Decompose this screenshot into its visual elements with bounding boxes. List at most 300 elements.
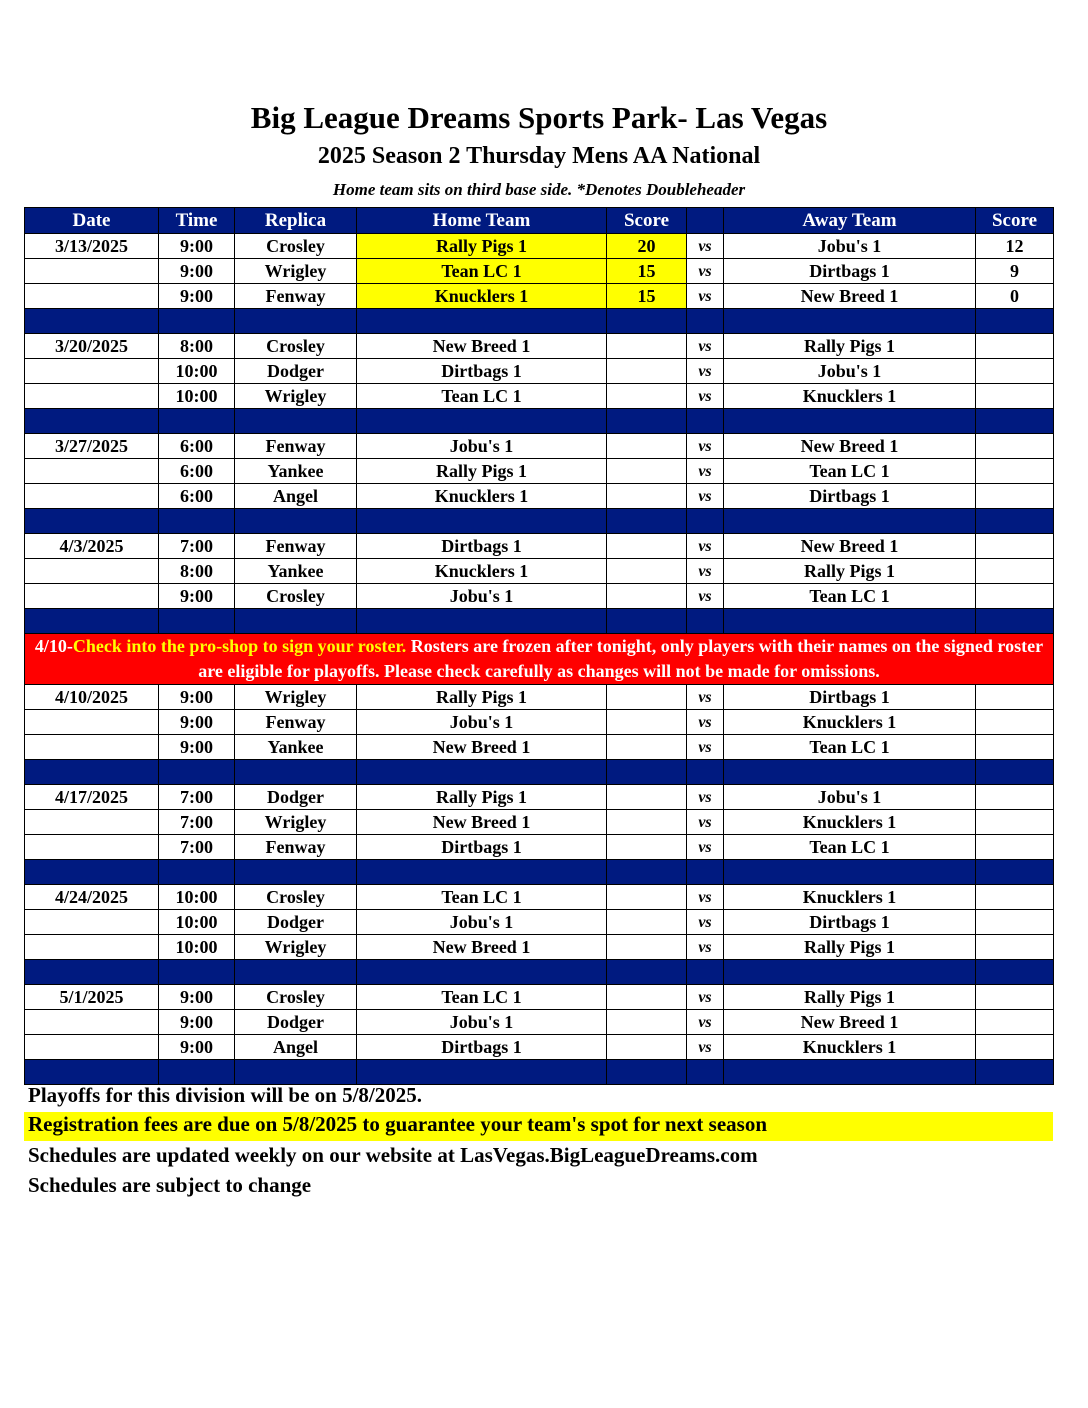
away-score bbox=[976, 1035, 1054, 1060]
separator-cell bbox=[976, 509, 1054, 534]
week-separator bbox=[25, 860, 1054, 885]
game-date: 4/10/2025 bbox=[25, 685, 159, 710]
game-row bbox=[25, 434, 1054, 459]
away-score bbox=[976, 685, 1054, 710]
game-row bbox=[25, 459, 1054, 484]
vs-label: vs bbox=[687, 284, 724, 309]
game-replica: Fenway bbox=[235, 534, 357, 559]
game-replica: Dodger bbox=[235, 785, 357, 810]
home-score bbox=[607, 534, 687, 559]
separator-cell bbox=[159, 609, 235, 634]
page-subtitle: 2025 Season 2 Thursday Mens AA National bbox=[317, 143, 761, 169]
home-score bbox=[607, 710, 687, 735]
game-time: 9:00 bbox=[159, 234, 235, 259]
separator-cell bbox=[235, 409, 357, 434]
game-time: 8:00 bbox=[159, 334, 235, 359]
away-team: Rally Pigs 1 bbox=[724, 985, 976, 1010]
header-away-team: Away Team bbox=[724, 208, 976, 234]
separator-cell bbox=[25, 1060, 159, 1085]
game-row bbox=[25, 559, 1054, 584]
home-team: Tean LC 1 bbox=[357, 384, 607, 409]
separator-cell bbox=[976, 609, 1054, 634]
header-row bbox=[25, 208, 1054, 234]
game-replica: Fenway bbox=[235, 434, 357, 459]
home-team: Knucklers 1 bbox=[357, 284, 607, 309]
game-time: 7:00 bbox=[159, 835, 235, 860]
week-separator bbox=[25, 309, 1054, 334]
vs-label: vs bbox=[687, 1010, 724, 1035]
away-score bbox=[976, 534, 1054, 559]
header-date: Date bbox=[25, 208, 159, 234]
home-score bbox=[607, 910, 687, 935]
separator-cell bbox=[159, 509, 235, 534]
home-team: Rally Pigs 1 bbox=[357, 785, 607, 810]
home-team: Rally Pigs 1 bbox=[357, 234, 607, 259]
separator-cell bbox=[976, 860, 1054, 885]
separator-cell bbox=[724, 609, 976, 634]
away-score bbox=[976, 434, 1054, 459]
home-team: Jobu's 1 bbox=[357, 710, 607, 735]
game-time: 10:00 bbox=[159, 910, 235, 935]
game-date: 5/1/2025 bbox=[25, 985, 159, 1010]
separator-cell bbox=[976, 309, 1054, 334]
home-team: Rally Pigs 1 bbox=[357, 459, 607, 484]
separator-cell bbox=[607, 609, 687, 634]
away-score bbox=[976, 785, 1054, 810]
vs-label: vs bbox=[687, 559, 724, 584]
home-team: Tean LC 1 bbox=[357, 259, 607, 284]
away-score bbox=[976, 484, 1054, 509]
home-team: New Breed 1 bbox=[357, 810, 607, 835]
home-score bbox=[607, 459, 687, 484]
vs-label: vs bbox=[687, 835, 724, 860]
game-date bbox=[25, 459, 159, 484]
separator-cell bbox=[357, 860, 607, 885]
game-row bbox=[25, 710, 1054, 735]
game-date: 4/3/2025 bbox=[25, 534, 159, 559]
separator-cell bbox=[607, 960, 687, 985]
game-row bbox=[25, 359, 1054, 384]
away-score bbox=[976, 735, 1054, 760]
vs-label: vs bbox=[687, 334, 724, 359]
game-date bbox=[25, 910, 159, 935]
away-score bbox=[976, 1010, 1054, 1035]
game-date bbox=[25, 359, 159, 384]
week-separator bbox=[25, 409, 1054, 434]
game-row bbox=[25, 810, 1054, 835]
game-replica: Crosley bbox=[235, 234, 357, 259]
separator-cell bbox=[724, 860, 976, 885]
home-score bbox=[607, 810, 687, 835]
game-row bbox=[25, 234, 1054, 259]
home-team: Jobu's 1 bbox=[357, 910, 607, 935]
game-time: 6:00 bbox=[159, 484, 235, 509]
away-team: Dirtbags 1 bbox=[724, 685, 976, 710]
separator-cell bbox=[724, 509, 976, 534]
away-team: Rally Pigs 1 bbox=[724, 559, 976, 584]
away-team: Rally Pigs 1 bbox=[724, 334, 976, 359]
separator-cell bbox=[159, 960, 235, 985]
away-score bbox=[976, 710, 1054, 735]
home-score bbox=[607, 685, 687, 710]
away-team: Jobu's 1 bbox=[724, 359, 976, 384]
header-replica: Replica bbox=[235, 208, 357, 234]
separator-cell bbox=[607, 309, 687, 334]
game-replica: Yankee bbox=[235, 459, 357, 484]
separator-cell bbox=[25, 609, 159, 634]
away-score bbox=[976, 910, 1054, 935]
game-replica: Wrigley bbox=[235, 259, 357, 284]
home-score bbox=[607, 359, 687, 384]
game-date bbox=[25, 710, 159, 735]
game-replica: Yankee bbox=[235, 735, 357, 760]
away-score bbox=[976, 935, 1054, 960]
away-score bbox=[976, 334, 1054, 359]
away-team: Knucklers 1 bbox=[724, 384, 976, 409]
vs-label: vs bbox=[687, 885, 724, 910]
game-row bbox=[25, 685, 1054, 710]
game-replica: Crosley bbox=[235, 885, 357, 910]
week-separator bbox=[25, 1060, 1054, 1085]
website-note: Schedules are updated weekly on our website at LasVegas.BigLeagueDreams.com bbox=[28, 1143, 758, 1167]
separator-cell bbox=[25, 960, 159, 985]
game-time: 10:00 bbox=[159, 885, 235, 910]
game-replica: Crosley bbox=[235, 334, 357, 359]
home-team: Dirtbags 1 bbox=[357, 1035, 607, 1060]
away-score: 12 bbox=[976, 234, 1054, 259]
game-date: 3/13/2025 bbox=[25, 234, 159, 259]
away-team: Knucklers 1 bbox=[724, 810, 976, 835]
separator-cell bbox=[607, 509, 687, 534]
away-team: Jobu's 1 bbox=[724, 234, 976, 259]
subject-to-change-note: Schedules are subject to change bbox=[28, 1173, 312, 1197]
game-time: 9:00 bbox=[159, 259, 235, 284]
separator-cell bbox=[724, 1060, 976, 1085]
game-date bbox=[25, 284, 159, 309]
game-row bbox=[25, 384, 1054, 409]
home-team: Jobu's 1 bbox=[357, 584, 607, 609]
game-row bbox=[25, 1010, 1054, 1035]
game-date bbox=[25, 1035, 159, 1060]
away-team: Dirtbags 1 bbox=[724, 484, 976, 509]
home-team: New Breed 1 bbox=[357, 334, 607, 359]
away-score: 0 bbox=[976, 284, 1054, 309]
vs-label: vs bbox=[687, 935, 724, 960]
game-row bbox=[25, 484, 1054, 509]
home-score bbox=[607, 735, 687, 760]
game-date: 3/27/2025 bbox=[25, 434, 159, 459]
separator-cell bbox=[159, 760, 235, 785]
separator-cell bbox=[357, 309, 607, 334]
schedule-table bbox=[24, 207, 1054, 1085]
home-team: Dirtbags 1 bbox=[357, 534, 607, 559]
separator-cell bbox=[159, 409, 235, 434]
game-replica: Fenway bbox=[235, 835, 357, 860]
separator-cell bbox=[687, 760, 724, 785]
vs-label: vs bbox=[687, 785, 724, 810]
vs-label: vs bbox=[687, 434, 724, 459]
game-replica: Dodger bbox=[235, 1010, 357, 1035]
vs-label: vs bbox=[687, 259, 724, 284]
game-time: 9:00 bbox=[159, 584, 235, 609]
separator-cell bbox=[357, 609, 607, 634]
separator-cell bbox=[687, 1060, 724, 1085]
separator-cell bbox=[25, 409, 159, 434]
game-time: 7:00 bbox=[159, 534, 235, 559]
game-replica: Wrigley bbox=[235, 935, 357, 960]
home-score bbox=[607, 985, 687, 1010]
home-score: 15 bbox=[607, 259, 687, 284]
header-away-score: Score bbox=[976, 208, 1054, 234]
separator-cell bbox=[607, 1060, 687, 1085]
home-team: Knucklers 1 bbox=[357, 484, 607, 509]
home-score bbox=[607, 584, 687, 609]
game-row bbox=[25, 885, 1054, 910]
away-team: Tean LC 1 bbox=[724, 735, 976, 760]
week-separator bbox=[25, 609, 1054, 634]
away-score: 9 bbox=[976, 259, 1054, 284]
game-time: 7:00 bbox=[159, 785, 235, 810]
separator-cell bbox=[976, 960, 1054, 985]
separator-cell bbox=[687, 409, 724, 434]
game-date bbox=[25, 735, 159, 760]
separator-cell bbox=[25, 860, 159, 885]
separator-cell bbox=[724, 309, 976, 334]
separator-cell bbox=[724, 409, 976, 434]
away-team: Knucklers 1 bbox=[724, 710, 976, 735]
separator-cell bbox=[976, 760, 1054, 785]
away-score bbox=[976, 584, 1054, 609]
away-team: New Breed 1 bbox=[724, 1010, 976, 1035]
separator-cell bbox=[235, 960, 357, 985]
away-score bbox=[976, 559, 1054, 584]
game-date bbox=[25, 835, 159, 860]
game-row bbox=[25, 584, 1054, 609]
home-team: Jobu's 1 bbox=[357, 434, 607, 459]
game-time: 6:00 bbox=[159, 434, 235, 459]
home-score: 20 bbox=[607, 234, 687, 259]
vs-label: vs bbox=[687, 810, 724, 835]
separator-cell bbox=[357, 509, 607, 534]
separator-cell bbox=[357, 1060, 607, 1085]
vs-label: vs bbox=[687, 584, 724, 609]
game-time: 9:00 bbox=[159, 1010, 235, 1035]
separator-cell bbox=[357, 409, 607, 434]
game-row bbox=[25, 534, 1054, 559]
game-date bbox=[25, 559, 159, 584]
schedule-body bbox=[25, 234, 1054, 1085]
game-date bbox=[25, 384, 159, 409]
header-home-score: Score bbox=[607, 208, 687, 234]
game-row bbox=[25, 284, 1054, 309]
separator-cell bbox=[357, 760, 607, 785]
home-score bbox=[607, 935, 687, 960]
notice-text: Rosters are frozen after tonight, only players with their names on the signed roster are eligible for playoffs. Please check carefully as changes will not be made for omissions. bbox=[198, 636, 1044, 681]
game-time: 9:00 bbox=[159, 985, 235, 1010]
vs-label: vs bbox=[687, 685, 724, 710]
separator-cell bbox=[687, 860, 724, 885]
game-time: 10:00 bbox=[159, 935, 235, 960]
separator-cell bbox=[235, 509, 357, 534]
game-time: 9:00 bbox=[159, 735, 235, 760]
home-score bbox=[607, 1035, 687, 1060]
separator-cell bbox=[25, 509, 159, 534]
away-score bbox=[976, 835, 1054, 860]
home-score bbox=[607, 484, 687, 509]
game-time: 8:00 bbox=[159, 559, 235, 584]
away-team: Tean LC 1 bbox=[724, 459, 976, 484]
home-score bbox=[607, 1010, 687, 1035]
away-team: Tean LC 1 bbox=[724, 835, 976, 860]
vs-label: vs bbox=[687, 484, 724, 509]
home-score bbox=[607, 434, 687, 459]
separator-cell bbox=[607, 409, 687, 434]
game-row bbox=[25, 935, 1054, 960]
away-score bbox=[976, 885, 1054, 910]
home-team: Tean LC 1 bbox=[357, 985, 607, 1010]
vs-label: vs bbox=[687, 359, 724, 384]
away-team: Knucklers 1 bbox=[724, 885, 976, 910]
game-date bbox=[25, 484, 159, 509]
registration-note: Registration fees are due on 5/8/2025 to guarantee your team's spot for next season bbox=[24, 1112, 1053, 1141]
vs-label: vs bbox=[687, 735, 724, 760]
separator-cell bbox=[235, 860, 357, 885]
roster-notice-row bbox=[25, 634, 1054, 685]
game-row bbox=[25, 910, 1054, 935]
game-row bbox=[25, 1035, 1054, 1060]
game-time: 9:00 bbox=[159, 685, 235, 710]
away-team: New Breed 1 bbox=[724, 434, 976, 459]
game-row bbox=[25, 985, 1054, 1010]
game-date bbox=[25, 810, 159, 835]
game-time: 9:00 bbox=[159, 710, 235, 735]
game-replica: Wrigley bbox=[235, 810, 357, 835]
game-row bbox=[25, 735, 1054, 760]
notice-prefix: 4/10- bbox=[34, 636, 73, 656]
game-replica: Crosley bbox=[235, 985, 357, 1010]
header-vs bbox=[687, 208, 724, 234]
separator-cell bbox=[235, 1060, 357, 1085]
vs-label: vs bbox=[687, 910, 724, 935]
game-row bbox=[25, 259, 1054, 284]
game-time: 10:00 bbox=[159, 384, 235, 409]
notice-highlight: Check into the pro-shop to sign your roster. bbox=[72, 636, 407, 656]
away-score bbox=[976, 384, 1054, 409]
home-score bbox=[607, 384, 687, 409]
game-time: 10:00 bbox=[159, 359, 235, 384]
home-team: Dirtbags 1 bbox=[357, 835, 607, 860]
away-score bbox=[976, 985, 1054, 1010]
vs-label: vs bbox=[687, 1035, 724, 1060]
game-replica: Dodger bbox=[235, 359, 357, 384]
week-separator bbox=[25, 760, 1054, 785]
game-replica: Wrigley bbox=[235, 685, 357, 710]
vs-label: vs bbox=[687, 459, 724, 484]
vs-label: vs bbox=[687, 384, 724, 409]
game-date: 3/20/2025 bbox=[25, 334, 159, 359]
home-score bbox=[607, 334, 687, 359]
game-replica: Wrigley bbox=[235, 384, 357, 409]
game-time: 6:00 bbox=[159, 459, 235, 484]
separator-cell bbox=[25, 309, 159, 334]
game-date bbox=[25, 259, 159, 284]
separator-cell bbox=[607, 860, 687, 885]
home-score bbox=[607, 785, 687, 810]
separator-cell bbox=[357, 960, 607, 985]
away-score bbox=[976, 359, 1054, 384]
game-date bbox=[25, 1010, 159, 1035]
game-replica: Fenway bbox=[235, 284, 357, 309]
vs-label: vs bbox=[687, 985, 724, 1010]
separator-cell bbox=[159, 309, 235, 334]
game-time: 9:00 bbox=[159, 284, 235, 309]
vs-label: vs bbox=[687, 234, 724, 259]
separator-cell bbox=[724, 960, 976, 985]
game-replica: Angel bbox=[235, 1035, 357, 1060]
vs-label: vs bbox=[687, 710, 724, 735]
header-time: Time bbox=[159, 208, 235, 234]
game-time: 7:00 bbox=[159, 810, 235, 835]
game-row bbox=[25, 835, 1054, 860]
separator-cell bbox=[159, 860, 235, 885]
home-team: New Breed 1 bbox=[357, 735, 607, 760]
separator-cell bbox=[235, 760, 357, 785]
home-score bbox=[607, 835, 687, 860]
home-score bbox=[607, 885, 687, 910]
separator-cell bbox=[25, 760, 159, 785]
playoffs-note: Playoffs for this division will be on 5/8/2025. bbox=[28, 1083, 422, 1107]
home-score bbox=[607, 559, 687, 584]
home-score: 15 bbox=[607, 284, 687, 309]
separator-cell bbox=[235, 609, 357, 634]
game-date: 4/24/2025 bbox=[25, 885, 159, 910]
away-team: Jobu's 1 bbox=[724, 785, 976, 810]
separator-cell bbox=[235, 309, 357, 334]
away-team: Rally Pigs 1 bbox=[724, 935, 976, 960]
roster-notice bbox=[25, 634, 1054, 685]
separator-cell bbox=[687, 509, 724, 534]
separator-cell bbox=[976, 1060, 1054, 1085]
separator-cell bbox=[724, 760, 976, 785]
away-team: Tean LC 1 bbox=[724, 584, 976, 609]
game-replica: Yankee bbox=[235, 559, 357, 584]
separator-cell bbox=[607, 760, 687, 785]
week-separator bbox=[25, 509, 1054, 534]
home-team: Rally Pigs 1 bbox=[357, 685, 607, 710]
away-score bbox=[976, 459, 1054, 484]
away-team: New Breed 1 bbox=[724, 534, 976, 559]
game-row bbox=[25, 785, 1054, 810]
home-team: Knucklers 1 bbox=[357, 559, 607, 584]
game-replica: Dodger bbox=[235, 910, 357, 935]
page-title: Big League Dreams Sports Park- Las Vegas bbox=[250, 100, 828, 135]
away-team: Knucklers 1 bbox=[724, 1035, 976, 1060]
week-separator bbox=[25, 960, 1054, 985]
game-replica: Fenway bbox=[235, 710, 357, 735]
separator-cell bbox=[976, 409, 1054, 434]
home-team: Jobu's 1 bbox=[357, 1010, 607, 1035]
home-team: Dirtbags 1 bbox=[357, 359, 607, 384]
separator-cell bbox=[687, 309, 724, 334]
away-team: New Breed 1 bbox=[724, 284, 976, 309]
home-team-note: Home team sits on third base side. *Denotes Doubleheader bbox=[332, 180, 746, 199]
away-score bbox=[976, 810, 1054, 835]
header-home-team: Home Team bbox=[357, 208, 607, 234]
vs-label: vs bbox=[687, 534, 724, 559]
separator-cell bbox=[687, 960, 724, 985]
game-row bbox=[25, 334, 1054, 359]
game-replica: Angel bbox=[235, 484, 357, 509]
